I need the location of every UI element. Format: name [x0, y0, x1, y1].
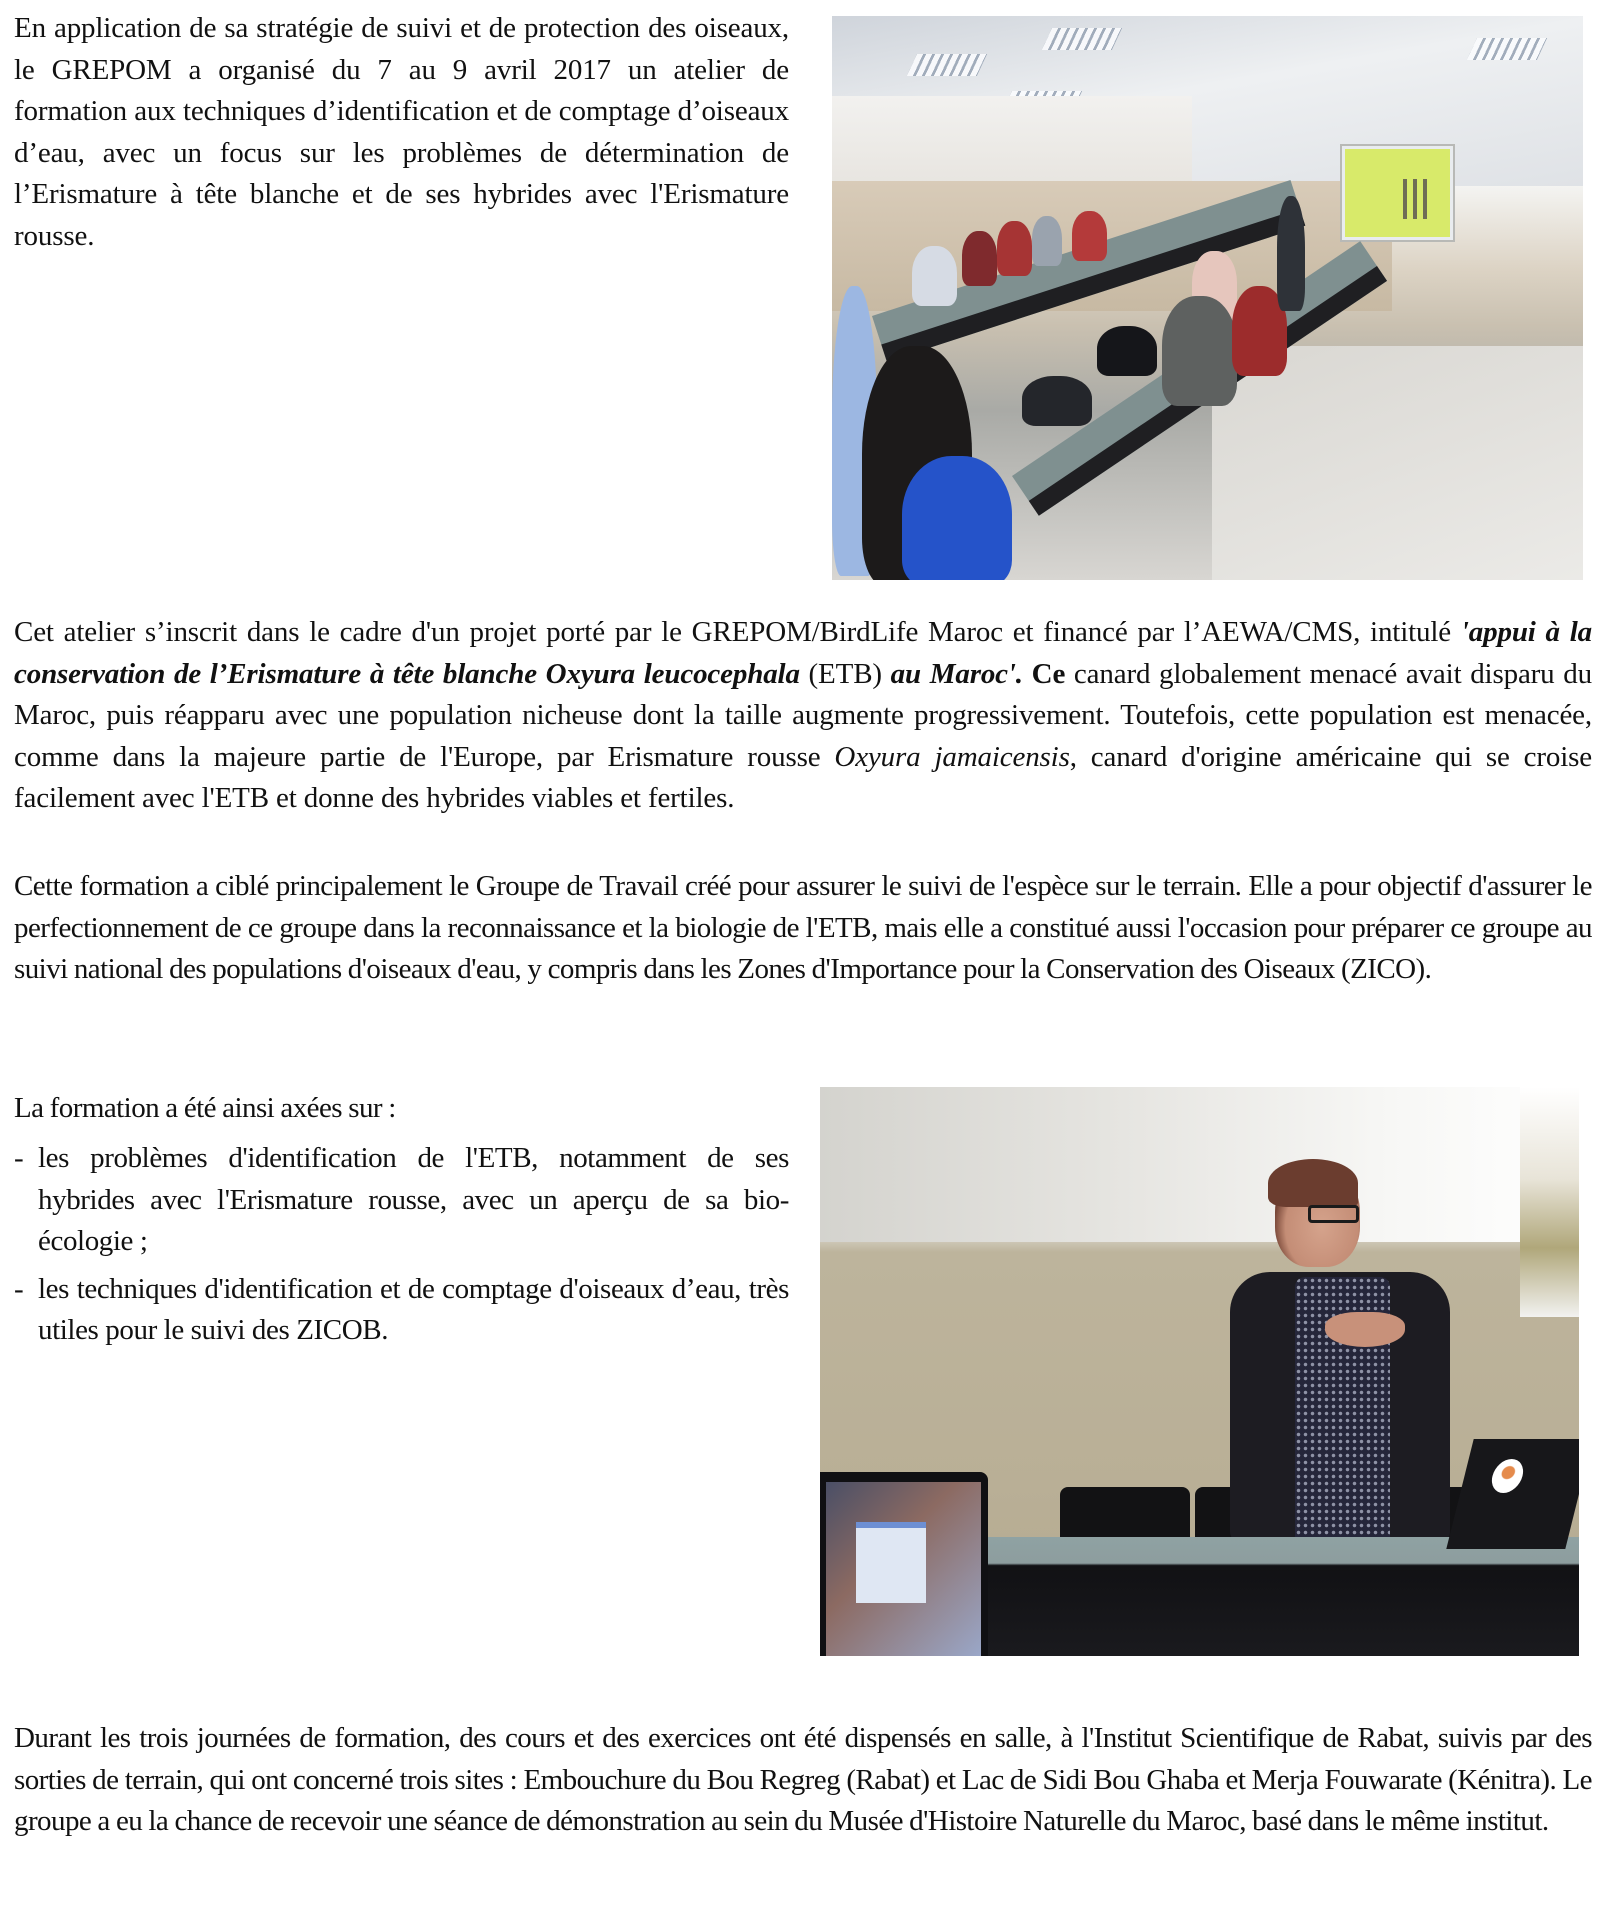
project-intro: Cet atelier s’inscrit dans le cadre d'un projet porté par le GREPOM/BirdLife Maroc et financé par l’AEWA/CMS, intitulé [14, 616, 1461, 648]
list-dash: - [14, 1272, 24, 1305]
presenter [1277, 196, 1305, 311]
list-dash: - [14, 1142, 24, 1174]
participant [997, 221, 1032, 276]
trainer-presenting-photo [820, 1087, 1579, 1656]
application-window [856, 1522, 926, 1603]
focus-item [14, 1269, 789, 1352]
wall [820, 1087, 1579, 1242]
participant [962, 231, 997, 286]
abbreviation: (ETB) [799, 657, 891, 690]
project-title-end: au Maroc'. [890, 657, 1023, 690]
laptop [1446, 1439, 1579, 1549]
handbag [1097, 326, 1157, 376]
participant [1072, 211, 1107, 261]
project-paragraph [14, 612, 1592, 820]
field-trips-paragraph: Durant les trois journées de formation, des cours et des exercices ont été dispensés en salle, à l'Institut Scientifique de Rabat, suivis par des sorties de terrain, qui ont concerné trois sites : Embouchure du Bou Regreg (Rabat) et Lac de Sidi Bou Ghaba et Merja Fouwarate (Kénitra). Le groupe a eu la chance de recevoir une séance de démonstration au sein du Musée d'Histoire Naturelle du Maroc, basé dans le même institut. [14, 1722, 1592, 1838]
intro-paragraph: En application de sa stratégie de suivi et de protection des oiseaux, le GREPOM a organisé du 7 au 9 avril 2017 un atelier de formation aux techniques d’identification et de comptage d’oiseaux d’eau, avec un focus sur les problèmes de détermination de l’Erismature à tête blanche et de ses hybrides avec l'Erismature rousse. [14, 12, 789, 252]
participant [1032, 216, 1062, 266]
project-context-end: , canard d'origine américaine qui se croise facilement avec l'ETB et donne des hybrides viables et fertiles. [14, 740, 1593, 815]
participant [912, 246, 957, 306]
focus-item-text: les problèmes d'identification de l'ETB, notamment de ses hybrides avec l'Erismature rousse, avec un aperçu de sa bio-écologie ; [38, 1142, 789, 1258]
participant [1162, 296, 1237, 406]
presenter-hands [1325, 1312, 1405, 1347]
target-group-paragraph: Cette formation a ciblé principalement le Groupe de Travail créé pour assurer le suivi de l'espèce sur le terrain. Elle a pour objectif d'assurer le perfectionnement de ce groupe dans la reconnaissance et la biologie de l'ETB, mais elle a constitué aussi l'occasion pour préparer ce groupe au suivi national des populations d'oiseaux d'eau, y compris dans les Zones d'Importance pour la Conservation des Oiseaux (ZICO). [14, 870, 1592, 986]
floor [1212, 346, 1583, 580]
laptop [820, 1472, 988, 1656]
training-classroom-photo [832, 16, 1583, 580]
project-context: canard globalement menacé avait disparu du Maroc, puis réapparu avec une population nicheuse dont la taille augmente progressivement. Toutefois, cette population est menacée, comme dans la majeure partie de l'Europe, par Erismature rousse [14, 657, 1592, 773]
projection-screen [1342, 146, 1453, 240]
ceiling-light [1042, 28, 1122, 50]
ceiling-light [1467, 38, 1547, 60]
focus-item [14, 1138, 789, 1263]
participant [902, 456, 1012, 580]
bold-word: Ce [1022, 657, 1066, 690]
focus-list [14, 1138, 789, 1358]
presenter-hair [1268, 1159, 1358, 1207]
wall-poster [1520, 1087, 1579, 1317]
wall [832, 96, 1192, 191]
handbag [1022, 376, 1092, 426]
laptop-screen [826, 1482, 981, 1656]
project-title: 'appui à la conservation de l’Erismature à tête blanche Oxyura leucocephala [14, 616, 1592, 690]
presenter-glasses [1308, 1205, 1359, 1223]
species-name: Oxyura jamaicensis [834, 740, 1070, 773]
ceiling-light [907, 54, 987, 76]
sticker-logo [1488, 1459, 1526, 1493]
focus-intro: La formation a été ainsi axées sur : [14, 1092, 396, 1124]
focus-item-text: les techniques d'identification et de comptage d'oiseaux d’eau, très utiles pour le suivi des ZICOB. [38, 1272, 789, 1347]
